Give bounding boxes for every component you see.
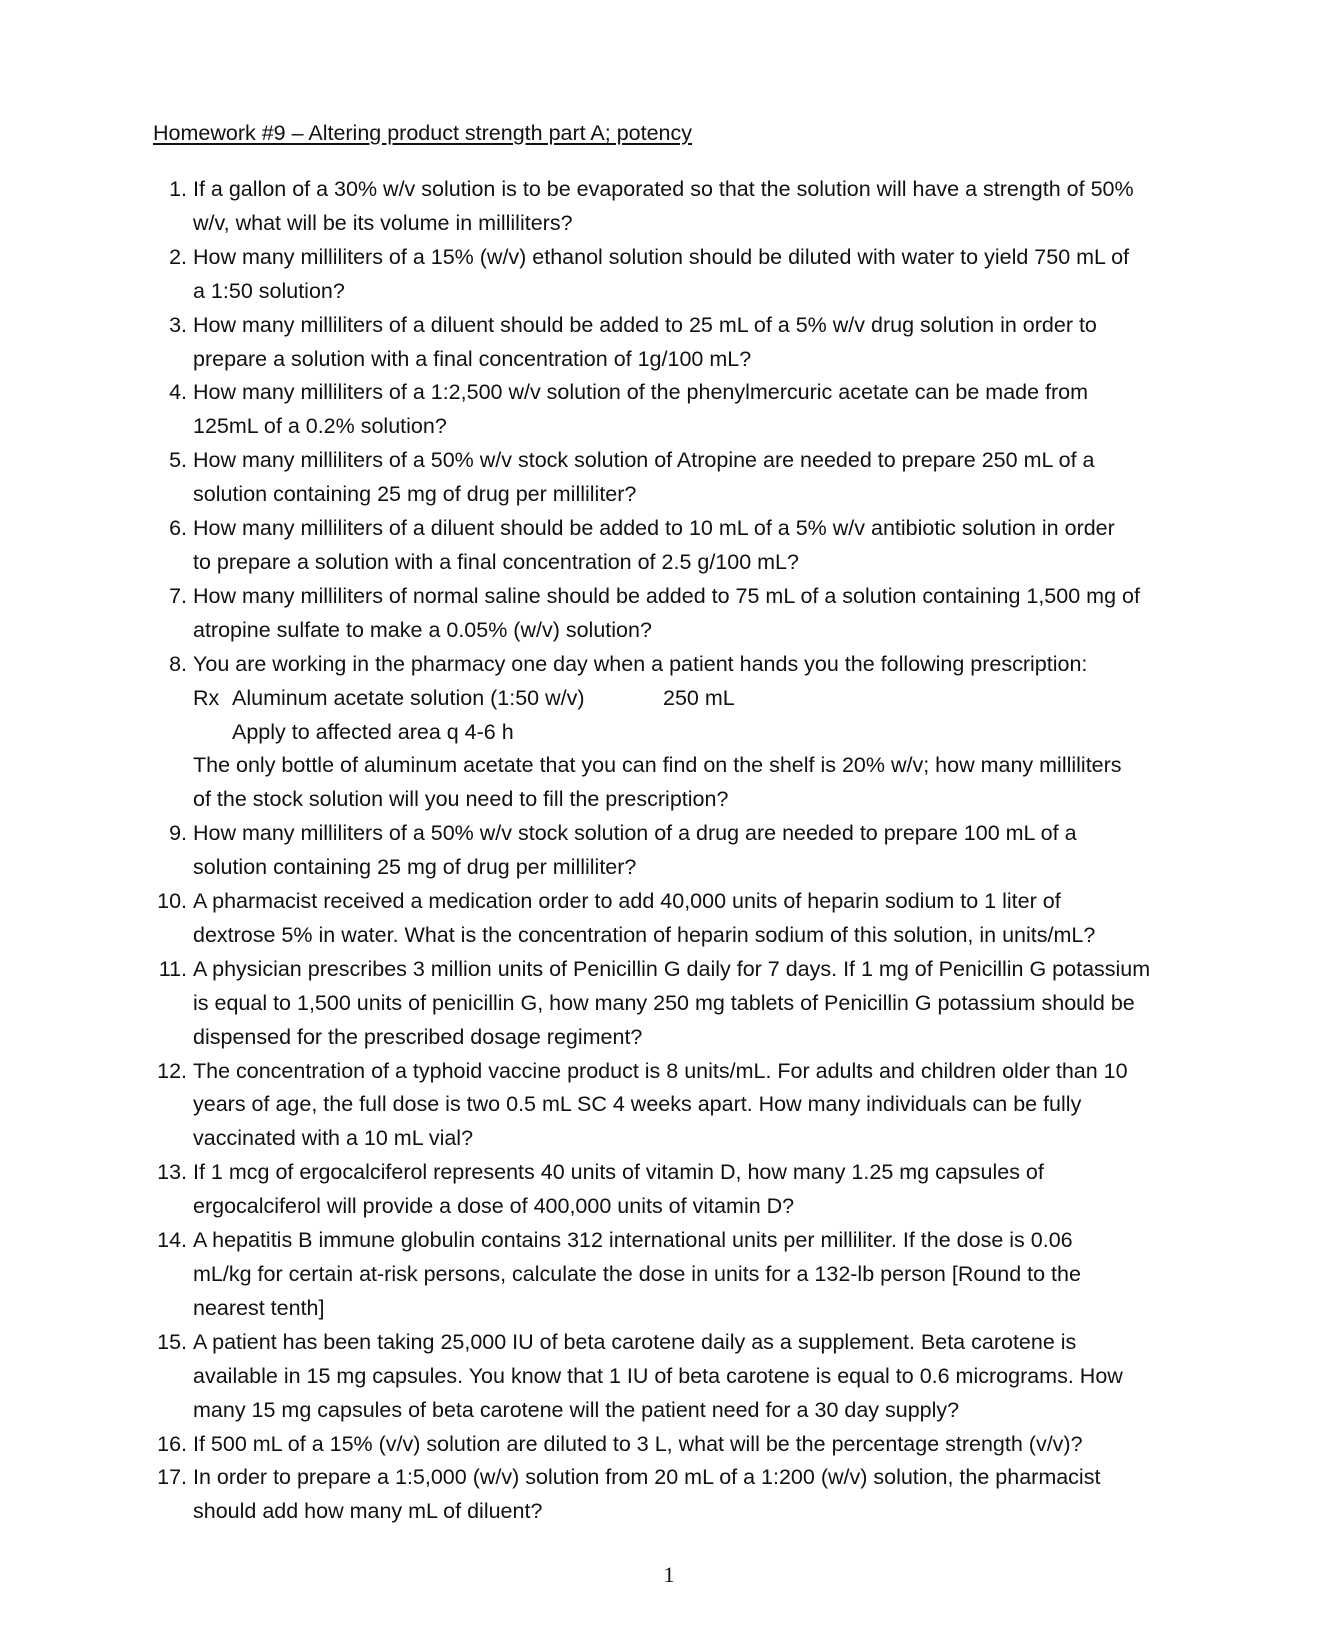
question-text-line: How many milliliters of a 50% w/v stock solution of a drug are needed to prepare 100 mL of a bbox=[193, 821, 1077, 846]
question-item bbox=[153, 241, 1193, 309]
question-text-line: How many milliliters of a 50% w/v stock solution of Atropine are needed to prepare 250 mL of a bbox=[193, 448, 1095, 473]
question-number: 11. bbox=[158, 956, 187, 981]
rx-drug: Aluminum acetate solution (1:50 w/v) bbox=[232, 685, 585, 710]
question-text-line: A physician prescribes 3 million units of Penicillin G daily for 7 days. If 1 mg of Penicillin G potassium bbox=[193, 956, 1151, 981]
question-item bbox=[153, 1224, 1193, 1326]
question-text-line: years of age, the full dose is two 0.5 mL SC 4 weeks apart. How many individuals can be fully bbox=[193, 1092, 1082, 1117]
question-item bbox=[153, 1326, 1193, 1428]
question-text-line: vaccinated with a 10 mL vial? bbox=[193, 1126, 474, 1151]
question-number: 1. bbox=[169, 177, 187, 201]
rx-directions: Apply to affected area q 4-6 h bbox=[232, 719, 514, 744]
rx-symbol: Rx bbox=[193, 685, 220, 710]
question-text-line: mL/kg for certain at-risk persons, calculate the dose in units for a 132-lb person [Round to the bbox=[193, 1262, 1081, 1286]
question-number: 12. bbox=[157, 1058, 187, 1083]
question-number: 10. bbox=[157, 889, 187, 914]
question-item bbox=[153, 1428, 1193, 1462]
page-number: 1 bbox=[663, 1562, 675, 1587]
question-text-line: dextrose 5% in water. What is the concentration of heparin sodium of this solution, in units/mL? bbox=[193, 922, 1096, 947]
question-text-line: If 500 mL of a 15% (v/v) solution are diluted to 3 L, what will be the percentage strength (v/v)? bbox=[193, 1431, 1083, 1456]
question-text-line: prepare a solution with a final concentration of 1g/100 mL? bbox=[193, 346, 752, 371]
question-item bbox=[153, 1055, 1193, 1157]
question-text-line: a 1:50 solution? bbox=[193, 278, 345, 303]
question-text-line: If 1 mcg of ergocalciferol represents 40 units of vitamin D, how many 1.25 mg capsules of bbox=[193, 1160, 1044, 1185]
page-title: Homework #9 – Altering product strength part A; potency bbox=[153, 121, 692, 145]
question-item bbox=[153, 953, 1193, 1055]
question-number: 16. bbox=[157, 1431, 187, 1456]
question-item bbox=[153, 885, 1193, 953]
question-item bbox=[153, 173, 1193, 241]
question-number: 9. bbox=[169, 821, 187, 846]
question-text-line: The concentration of a typhoid vaccine product is 8 units/mL. For adults and children older than 10 bbox=[193, 1058, 1128, 1083]
question-number: 2. bbox=[169, 244, 187, 269]
question-text-line: How many milliliters of a 1:2,500 w/v solution of the phenylmercuric acetate can be made from bbox=[193, 380, 1089, 405]
question-number: 4. bbox=[169, 380, 187, 405]
question-number: 14. bbox=[157, 1228, 187, 1253]
question-text-line: If a gallon of a 30% w/v solution is to be evaporated so that the solution will have a strength of 50% bbox=[193, 177, 1134, 201]
question-list bbox=[153, 173, 1193, 1529]
question-text-line: 125mL of a 0.2% solution? bbox=[193, 414, 447, 439]
question-intro: You are working in the pharmacy one day when a patient hands you the following prescription: bbox=[193, 651, 1088, 676]
question-text-line: atropine sulfate to make a 0.05% (w/v) solution? bbox=[193, 617, 652, 642]
question-item bbox=[153, 376, 1193, 444]
question-text-line: How many milliliters of a diluent should be added to 10 mL of a 5% w/v antibiotic solution in order bbox=[193, 516, 1115, 541]
question-text-line: nearest tenth] bbox=[193, 1295, 325, 1320]
question-text-line: should add how many mL of diluent? bbox=[193, 1499, 543, 1524]
question-text-line: is equal to 1,500 units of penicillin G, how many 250 mg tablets of Penicillin G potassium should be bbox=[193, 990, 1135, 1015]
rx-quantity: 250 mL bbox=[663, 685, 735, 710]
question-text-line: available in 15 mg capsules. You know that 1 IU of beta carotene is equal to 0.6 micrograms. How bbox=[193, 1363, 1123, 1388]
question-text-line: to prepare a solution with a final concentration of 2.5 g/100 mL? bbox=[193, 549, 799, 574]
question-item bbox=[153, 444, 1193, 512]
question-number: 5. bbox=[169, 448, 187, 473]
question-text-line: ergocalciferol will provide a dose of 400,000 units of vitamin D? bbox=[193, 1194, 795, 1219]
question-number: 15. bbox=[157, 1329, 187, 1354]
question-number: 6. bbox=[169, 516, 187, 541]
question-text-line: many 15 mg capsules of beta carotene will the patient need for a 30 day supply? bbox=[193, 1397, 960, 1422]
question-number: 17. bbox=[157, 1465, 187, 1490]
question-text-line: How many milliliters of a diluent should be added to 25 mL of a 5% w/v drug solution in order to bbox=[193, 312, 1097, 337]
question-number: 3. bbox=[169, 312, 187, 337]
prescription-line bbox=[193, 682, 1193, 716]
question-text-line: A pharmacist received a medication order to add 40,000 units of heparin sodium to 1 liter of bbox=[193, 889, 1061, 914]
question-text-line: In order to prepare a 1:5,000 (w/v) solution from 20 mL of a 1:200 (w/v) solution, the pharmacist bbox=[193, 1465, 1101, 1490]
question-number: 7. bbox=[169, 583, 187, 608]
question-item bbox=[153, 309, 1193, 377]
question-item bbox=[153, 1156, 1193, 1224]
question-item bbox=[153, 817, 1193, 885]
question-text-line: How many milliliters of a 15% (w/v) ethanol solution should be diluted with water to yield 750 mL of bbox=[193, 244, 1130, 269]
question-number: 8. bbox=[169, 651, 187, 676]
question-text-line: solution containing 25 mg of drug per milliliter? bbox=[193, 482, 637, 507]
question-text-line: A hepatitis B immune globulin contains 312 international units per milliliter. If the dose is 0.06 bbox=[193, 1228, 1073, 1253]
question-item bbox=[153, 648, 1193, 818]
question-text-line: dispensed for the prescribed dosage regiment? bbox=[193, 1024, 643, 1049]
question-text-line: How many milliliters of normal saline should be added to 75 mL of a solution containing 1,500 mg of bbox=[193, 583, 1140, 608]
question-text-line: The only bottle of aluminum acetate that you can find on the shelf is 20% w/v; how many milliliters bbox=[193, 753, 1122, 778]
question-text-line: solution containing 25 mg of drug per milliliter? bbox=[193, 855, 637, 880]
question-item bbox=[153, 580, 1193, 648]
question-number: 13. bbox=[157, 1160, 187, 1185]
question-text-line: A patient has been taking 25,000 IU of beta carotene daily as a supplement. Beta carotene is bbox=[193, 1329, 1077, 1354]
question-text-line: w/v, what will be its volume in milliliters? bbox=[193, 210, 573, 235]
question-item bbox=[153, 512, 1193, 580]
question-text-line: of the stock solution will you need to fill the prescription? bbox=[193, 787, 729, 812]
question-item bbox=[153, 1461, 1193, 1529]
